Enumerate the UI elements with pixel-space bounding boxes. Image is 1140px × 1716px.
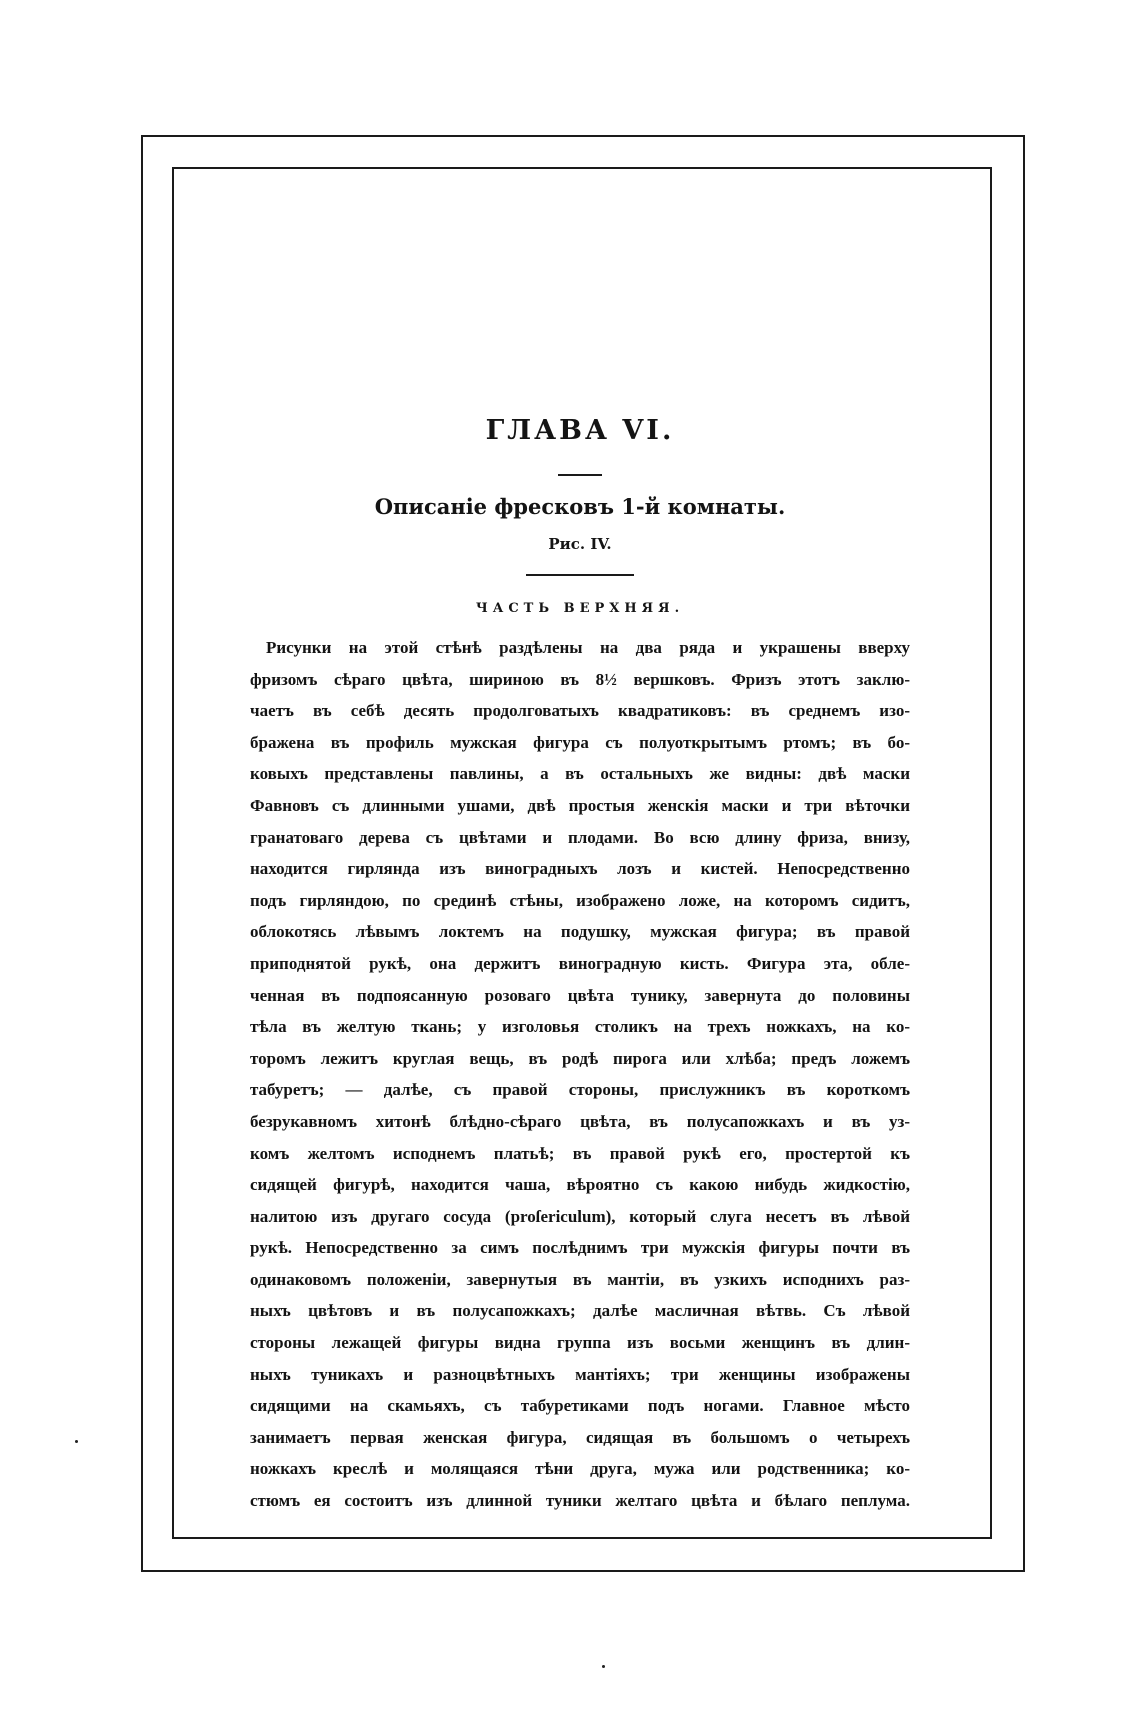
text-line: облокотясь лѣвымъ локтемъ на подушку, мужская фигура; въ правой [250, 922, 910, 942]
text-line: гранатоваго дерева съ цвѣтами и плодами. Во всю длину фриза, внизу, [250, 827, 910, 847]
text-line: стороны лежащей фигуры видна группа изъ восьми женщинъ въ длин- [250, 1333, 910, 1353]
text-line: торомъ лежитъ круглая вещь, въ родѣ пирога или хлѣба; предъ ложемъ [250, 1048, 910, 1068]
section-divider [526, 574, 634, 576]
text-line: стюмъ ея состоитъ изъ длинной туники желтаго цвѣта и бѣлаго пеплума. [250, 1491, 910, 1511]
text-line: приподнятой рукѣ, она держитъ виноградную кисть. Фигура эта, обле- [250, 953, 910, 973]
text-line: Рисунки на этой стѣнѣ раздѣлены на два ряда и украшены вверху [266, 638, 910, 657]
text-line: сидящими на скамьяхъ, съ табуретиками подъ ногами. Главное мѣсто [250, 1396, 910, 1416]
text-line: рукѣ. Непосредственно за симъ послѣднимъ три мужскія фигуры почти въ [250, 1238, 910, 1258]
text-line: ножкахъ креслѣ и молящаяся тѣни друга, мужа или родственника; ко- [250, 1459, 910, 1479]
text-line: ныхъ туникахъ и разноцвѣтныхъ мантіяхъ; три женщины изображены [250, 1364, 910, 1384]
text-line: Фавновъ съ длинными ушами, двѣ простыя женскія маски и три вѣточки [250, 795, 910, 815]
body-paragraph [250, 632, 910, 1517]
text-line: ныхъ цвѣтовъ и въ полусапожкахъ; далѣе масличная вѣтвь. Съ лѣвой [250, 1301, 910, 1321]
text-line: сидящей фигурѣ, находится чаша, вѣроятно съ какою нибудь жидкостію, [250, 1175, 910, 1195]
text-line: ченная въ подпоясанную розоваго цвѣта тунику, завернута до половины [250, 985, 910, 1005]
text-line: фризомъ сѣраго цвѣта, шириною въ 8½ вершковъ. Фризъ этотъ заклю- [250, 669, 910, 689]
page-content [250, 410, 910, 1517]
text-line: занимаетъ первая женская фигура, сидящая въ большомъ о четырехъ [250, 1427, 910, 1447]
text-line: чаетъ въ себѣ десять продолговатыхъ квадратиковъ: въ среднемъ изо- [250, 701, 910, 721]
text-line: безрукавномъ хитонѣ блѣдно-сѣраго цвѣта, въ полусапожкахъ и въ уз- [250, 1111, 910, 1131]
text-line: налитою изъ другаго сосуда (proſericulum), который слуга несетъ въ лѣвой [250, 1206, 910, 1226]
text-line: табуретъ; — далѣе, съ правой стороны, прислужникъ въ короткомъ [250, 1080, 910, 1100]
text-line: ковыхъ представлены павлины, а въ остальныхъ же видны: двѣ маски [250, 764, 910, 784]
text-line: тѣла въ желтую ткань; у изголовья столикъ на трехъ ножкахъ, на ко- [250, 1017, 910, 1037]
ink-speck [602, 1665, 605, 1668]
figure-reference: Рис. IV. [548, 535, 612, 553]
title-divider [558, 474, 602, 476]
text-line: находится гирлянда изъ виноградныхъ лозъ и кистей. Непосредственно [250, 859, 910, 879]
text-line: подъ гирляндою, по срединѣ стѣны, изображено ложе, на которомъ сидитъ, [250, 890, 910, 910]
text-line: одинаковомъ положеніи, завернутыя въ мантіи, въ узкихъ исподнихъ раз- [250, 1269, 910, 1289]
chapter-subtitle: Описаніе фресковъ 1-й комнаты. [374, 494, 786, 519]
chapter-title: ГЛАВА VI. [485, 415, 675, 446]
text-line: комъ желтомъ исподнемъ платьѣ; въ правой рукѣ его, простертой къ [250, 1143, 910, 1163]
section-heading: ЧАСТЬ ВЕРХНЯЯ. [475, 601, 685, 616]
text-line: бражена въ профиль мужская фигура съ полуоткрытымъ ртомъ; въ бо- [250, 732, 910, 752]
ink-speck [75, 1440, 78, 1443]
